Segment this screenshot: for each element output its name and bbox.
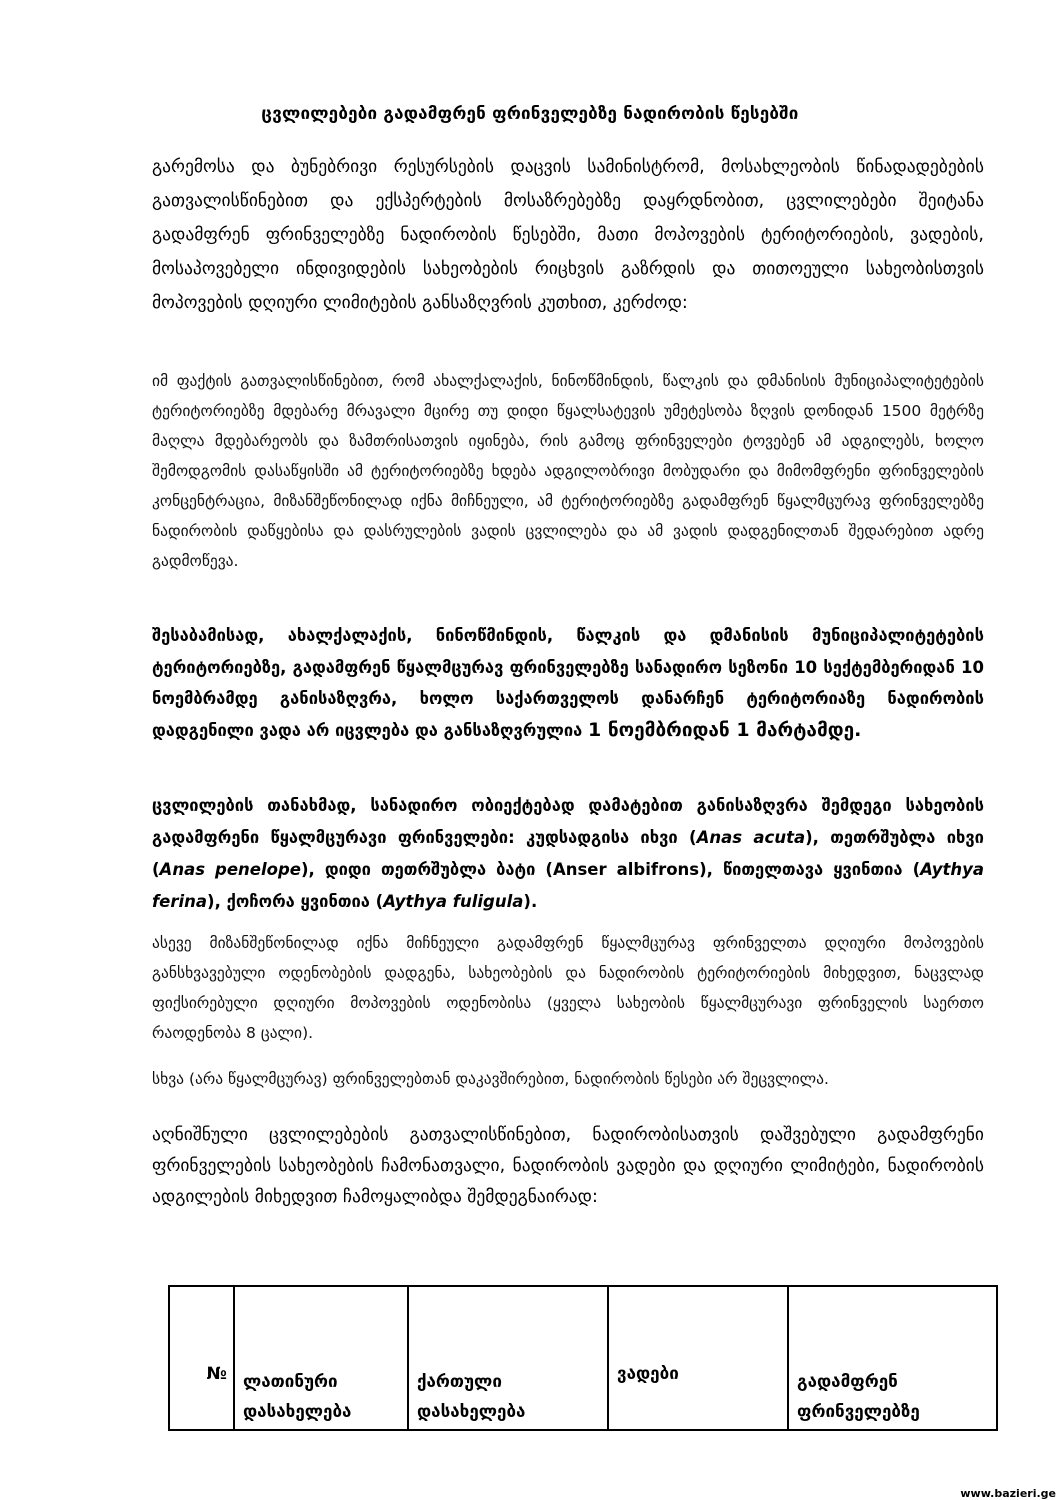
species-text-1: ცვლილების თანახმად, სანადირო ობიექტებად დამატებით განისაზღვრა შემდეგი სახეობის გადამფრენი წყალმცურავი ფრინველები: კუდსადგისა იხვი ( [152,796,984,847]
header-number: № [169,1286,234,1430]
header-georgian-name: ქართული დასახელება [408,1286,608,1430]
paragraph-other-birds: სხვა (არა წყალმცურავ) ფრინველებთან დაკავშირებით, ნადირობის წესები არ შეცვლილა. [152,1070,829,1088]
header-dates: ვადები [608,1286,788,1430]
species-latin-4: Aythya fuligula [383,892,524,911]
paragraph-summary: აღნიშნული ცვლილებების გათვალისწინებით, ნადირობისათვის დაშვებული გადამფრენი ფრინველების სახეობების ჩამონათვალი, ნადირობის ვადები და დღიური ლიმიტები, ნადირობის ადგილების მიხედვით ჩამოყალიბდა შემდეგნაირად: [152,1125,984,1207]
header-migratory-birds: გადამფრენ ფრინველებზე [788,1286,997,1430]
paragraph-daily-limits: ასევე მიზანშეწონილად იქნა მიჩნეული გადამფრენ წყალმცურავ ფრინველთა დღიური მოპოვების განსხვავებული ოდენობების დადგენა, სახეობების და ნადირობის ტერიტორიების მიხედვით, ნაცვლად ფიქსირებული დღიური მოპოვების ოდენობისა (ყველა სახეობის წყალმცურავი ფრინველის საერთო რაოდენობა 8 ცალი). [152,934,984,1042]
header-latin-name: ლათინური დასახელება [234,1286,408,1430]
species-latin-1: Anas acuta [696,828,806,847]
site-watermark: www.bazieri.ge [960,1487,1056,1500]
species-latin-3: Aythya ferina [152,860,984,911]
species-text-4: ), ქოჩორა ყვინთია ( [207,892,384,911]
species-text-5: ). [523,892,538,911]
paragraph-season [152,620,984,746]
species-latin-2: Anas penelope [159,860,301,879]
species-text-2: ), თეთრშუბლა იხვი ( [152,828,984,879]
paragraph-context: იმ ფაქტის გათვალისწინებით, რომ ახალქალაქის, ნინოწმინდის, წალკის და დმანისის მუნიციპალიტეტების ტერიტორიებზე მდებარე მრავალი მცირე თუ დიდი წყალსატევის უმეტესობა ზღვის დონიდან 1500 მეტრზე მაღლა მდებარეობს და ზამთრისათვის იყინება, რის გამოც ფრინველები ტოვებენ ამ ადგილებს, ხოლო შემოდგომის დასაწყისში ამ ტერიტორიებზე ხდება ადგილობრივი მობუდარი და მიმომფრენი ფრინველების კონცენტრაცია, მიზანშეწონილად იქნა მიჩნეული, ამ ტერიტორიებზე გადამფრენ წყალმცურავ ფრინველებზე ნადირობის დაწყებისა და დასრულების ვადის ცვლილება და ამ ვადის დადგენილთან შედარებით ადრე გადმოწევა. [152,372,984,570]
table-header-row [169,1286,997,1430]
species-text-3: ), დიდი თეთრშუბლა ბატი (Anser albifrons), წითელთავა ყვინთია ( [300,860,921,879]
paragraph-season-end: 1 ნოემბრიდან 1 მარტამდე. [588,718,862,741]
species-table [168,1285,998,1431]
document-title: ცვლილებები გადამფრენ ფრინველებზე ნადირობის წესებში [261,104,799,124]
paragraph-season-main: შესაბამისად, ახალქალაქის, ნინოწმინდის, წალკის და დმანისის მუნიციპალიტეტების ტერიტორიებზე, გადამფრენ წყალმცურავ ფრინველებზე სანადირო სეზონი 10 სექტემბერიდან 10 ნოემბრამდე განისაზღვრა, ხოლო საქართველოს დანარჩენ ტერიტორიაზე ნადირობის დადგენილი ვადა არ იცვლება და განსაზღვრულია [152,626,984,740]
paragraph-intro: გარემოსა და ბუნებრივი რესურსების დაცვის სამინისტრომ, მოსახლეობის წინადადებების გათვალისწინებით და ექსპერტების მოსაზრებებზე დაყრდნობით, ცვლილებები შეიტანა გადამფრენ ფრინველებზე ნადირობის წესებში, მათი მოპოვების ტერიტორიების, ვადების, მოსაპოვებელი ინდივიდების სახეობების რიცხვის გაზრდის და თითოეული სახეობისთვის მოპოვების დღიური ლიმიტების განსაზღვრის კუთხით, კერძოდ: [152,157,984,313]
paragraph-species [152,790,984,918]
